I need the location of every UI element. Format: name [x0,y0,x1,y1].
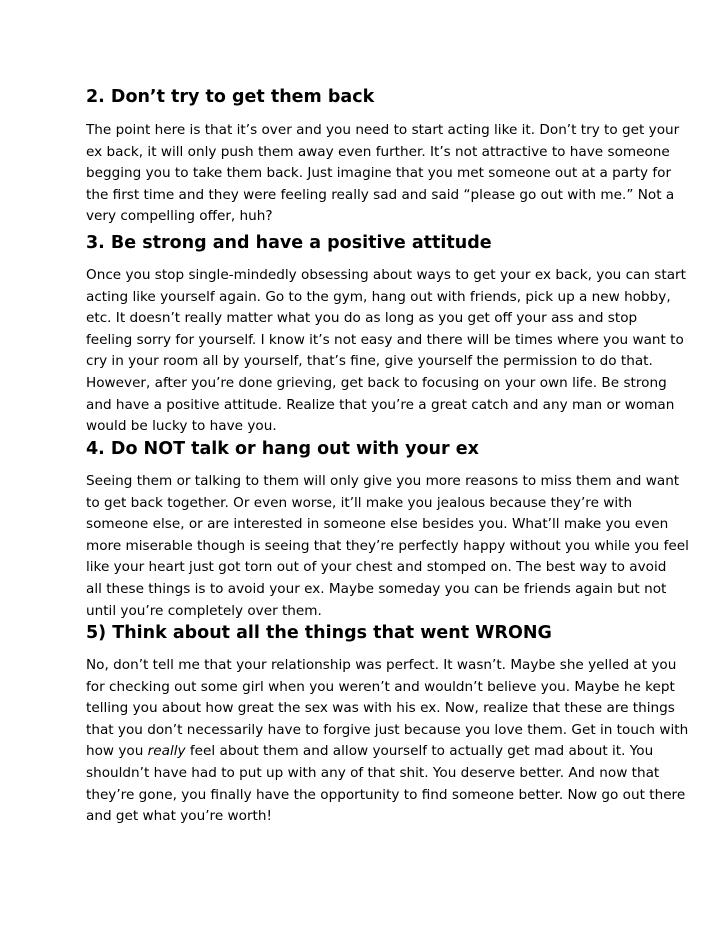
text-fragment: how you [86,743,148,760]
text-line: ex back, it will only push them away even further. It’s not attractive to have someone [86,143,670,160]
section-body-5 [86,655,688,828]
text-line: No, don’t tell me that your relationship was perfect. It wasn’t. Maybe she yelled at you [86,657,677,673]
text-line: acting like yourself again. Go to the gym, hang out with friends, pick up a new hobby, [86,288,671,305]
text-line: they’re gone, you finally have the opportunity to find someone better. Now go out there [86,786,686,803]
text-fragment: feel about them and allow yourself to actually get mad about it. You [185,743,654,760]
section-body-3 [86,265,686,438]
text-line: telling you about how great the sex was with his ex. Now, realize that these are things [86,700,675,717]
text-line: someone else, or are interested in someone else besides you. What’ll make you even [86,516,669,533]
text-line: shouldn’t have had to put up with any of that shit. You deserve better. And now that [86,764,660,781]
text-line: Seeing them or talking to them will only give you more reasons to miss them and want [86,473,680,489]
text-line: for checking out some girl when you weren’t and wouldn’t believe you. Maybe he kept [86,678,675,695]
section-heading-4: 4. Do NOT talk or hang out with your ex [86,439,479,459]
text-line: to get back together. Or even worse, it’ll make you jealous because they’re with [86,494,633,511]
text-line: begging you to take them back. Just imagine that you met someone out at a party for [86,165,672,182]
text-line: all these things is to avoid your ex. Maybe someday you can be friends again but not [86,580,667,597]
text-line: cry in your room all by yourself, that’s fine, give yourself the permission to do that. [86,353,653,370]
text-line: that you don’t necessarily have to forgive just because you love them. Get in touch with [86,721,689,738]
section-heading-2: 2. Don’t try to get them back [86,87,375,107]
text-line: would be lucky to have you. [86,418,277,435]
text-line: the first time and they were feeling really sad and said “please go out with me.” Not a [86,186,675,203]
text-line: However, after you’re done grieving, get back to focusing on your own life. Be strong [86,374,667,391]
section-body-2 [86,120,679,228]
text-line: feeling sorry for yourself. I know it’s not easy and there will be times where you want to [86,331,684,348]
text-line-with-emphasis [86,741,688,763]
text-line: like your heart just got torn out of your chest and stomped on. The best way to avoid [86,559,667,576]
section-body-4 [86,471,689,622]
text-line: more miserable though is seeing that they’re perfectly happy without you while you feel [86,537,689,554]
section-heading-5: 5) Think about all the things that went WRONG [86,623,552,643]
text-line: and get what you’re worth! [86,808,272,825]
text-line: until you’re completely over them. [86,602,322,619]
text-line: and have a positive attitude. Realize that you’re a great catch and any man or woman [86,396,675,413]
text-line: etc. It doesn’t really matter what you do as long as you get off your ass and stop [86,310,638,327]
emphasized-word: really [147,743,186,760]
text-line: Once you stop single-mindedly obsessing about ways to get your ex back, you can start [86,267,686,283]
text-line: The point here is that it’s over and you need to start acting like it. Don’t try to get your [86,122,680,138]
section-heading-3: 3. Be strong and have a positive attitude [86,233,492,253]
text-line: very compelling offer, huh? [86,208,273,225]
